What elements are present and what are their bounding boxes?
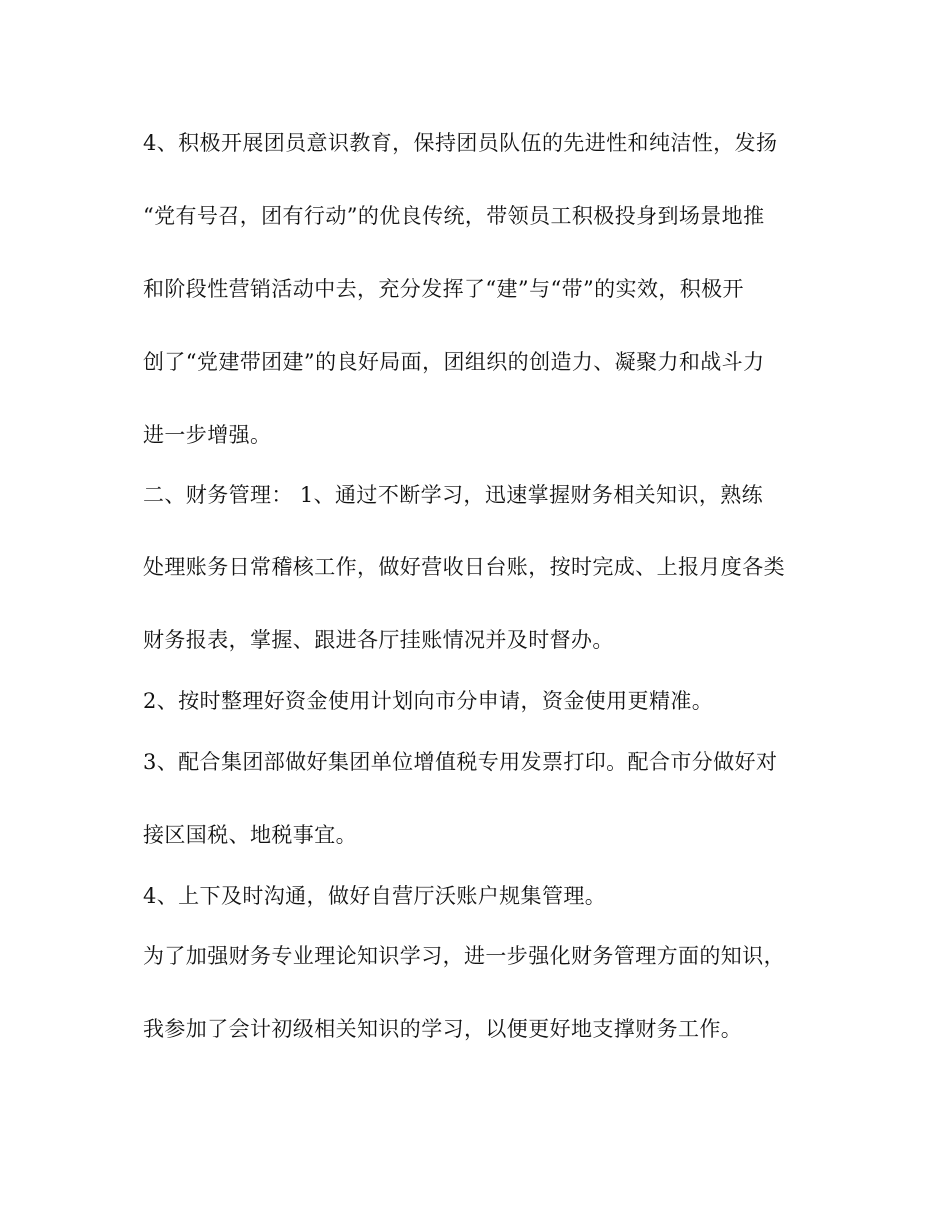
text-line: 进一步增强。	[143, 423, 272, 447]
text-line: 3、配合集团部做好集团单位增值税专用发票打印。配合市分做好对	[143, 750, 778, 774]
text-line: 财务报表，掌握、跟进各厅挂账情况并及时督办。	[143, 628, 614, 652]
text-line: 和阶段性营销活动中去，充分发挥了“建”与“带”的实效，积极开	[143, 277, 744, 301]
text-line: “党有号召，团有行动”的优良传统，带领员工积极投身到场景地推	[143, 204, 765, 228]
text-line: 创了“党建带团建”的良好局面，团组织的创造力、凝聚力和战斗力	[143, 350, 765, 374]
text-line: 4、上下及时沟通，做好自营厅沃账户规集管理。	[143, 884, 607, 908]
text-line: 2、按时整理好资金使用计划向市分申请，资金使用更精准。	[143, 689, 714, 713]
section-heading-line: 二、财务管理： 1、通过不断学习，迅速掌握财务相关知识，熟练	[143, 483, 764, 507]
text-line: 为了加强财务专业理论知识学习，进一步强化财务管理方面的知识，	[143, 944, 785, 968]
text-line: 处理账务日常稽核工作，做好营收日台账，按时完成、上报月度各类	[143, 555, 785, 579]
text-line: 我参加了会计初级相关知识的学习，以便更好地支撑财务工作。	[143, 1017, 743, 1041]
text-line: 4、积极开展团员意识教育，保持团员队伍的先进性和纯洁性，发扬	[143, 131, 778, 155]
text-line: 接区国税、地税事宜。	[143, 823, 357, 847]
